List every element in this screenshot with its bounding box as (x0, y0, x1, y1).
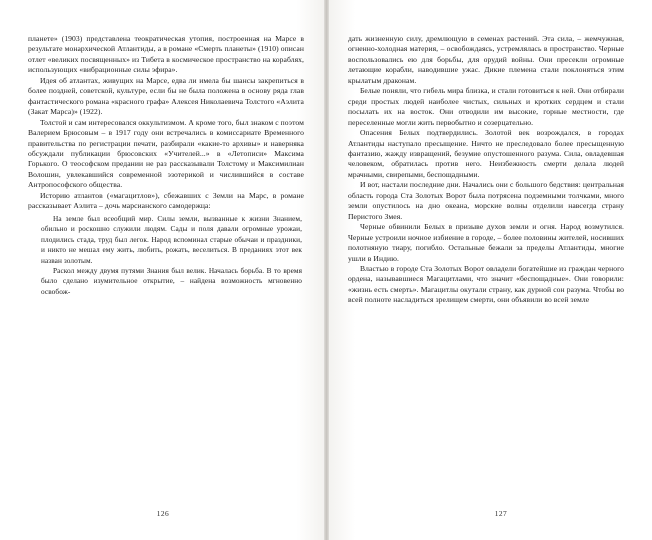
paragraph: Толстой и сам интересовался оккультизмом. А кроме того, был знаком с поэтом Валерием Брюсовым – в 1917 году они встречались в комиссариате Временного правительства по регистрации печати, разбирали «какие-то архивы» и наверняка обсуждали публикации брюсовских «Учителей...» в «Летописи» Максима Горького. О теософском предании не раз рассказывали Толстому и Максимилиан Волошин, увлекавшийся современной эзотерикой и числившийся в составе Антропософского общества. (28, 117, 304, 190)
paragraph: планете» (1903) представлена теократическая утопия, построенная на Марсе в результате монархической Атлантиды, а в романе «Смерть планеты» (1910) описан отлет «великих посвященных» из Тибета в космическое пространство на кораблях, использующих «вибрационные силы эфира». (28, 34, 304, 75)
paragraph: Черные обвинили Белых в призыве духов земли и огня. Народ возмутился. Черные устроили ночное избиение в городе, – более половины жителей, носивших полотняную тиару, погибло. Остальные бежали за пределы Атлантиды, многие ушли в Индию. (348, 222, 624, 263)
paragraph: Историю атлантов («магацитлов»), сбежавших с Земли на Марс, в романе рассказывает Аэлита – дочь марсианского самодержца: (28, 190, 304, 211)
page-left-textblock (28, 34, 304, 489)
page-number-left: 126 (156, 509, 170, 518)
page-right (326, 0, 652, 540)
paragraph: Белые поняли, что гибель мира близка, и стали готовиться к ней. Они отбирали среди простых людей наиболее чистых, сильных и кротких сердцем и стали посылать их на восток. Они отводили им высокие, горные местности, где переселенные могли жить первобытно и созерцательно. (348, 86, 624, 127)
quotation-paragraph: Раскол между двумя путями Знания был велик. Началась борьба. В то время было сделано изумительное открытие, – найдена возможность мгновенно освобож- (41, 265, 302, 296)
page-number-right: 127 (494, 509, 508, 518)
page-right-textblock (348, 34, 624, 489)
paragraph: дать жизненную силу, дремлющую в семенах растений. Эта сила, – жемчужная, огненно-холодная материя, – освобождаясь, устремлялась в пространство. Черные воспользовались ею для борьбы, для орудий войны. Они пресекли огромные летающие корабли, наводившие ужас. Дикие племена стали поклоняться этим крылатым драконам. (348, 34, 624, 85)
paragraph: Опасения Белых подтвердились. Золотой век возрождался, в городах Атлантиды наступало пресыщение. Ничто не преследовало более пресыщенную фантазию, жажду извращений, безумие опустошенного разума. Сила, овладевшая человеком, обратилась против него. Неизбежность смерти делала людей мрачными, свирепыми, беспощадными. (348, 128, 624, 179)
book-gutter (324, 0, 329, 540)
quotation-block (28, 214, 304, 298)
paragraph: Властью в городе Ста Золотых Ворот овладели богатейшие из граждан черного ордена, называвшиеся Магацитлами, что значит «беспощадные». Они говорили: «жизнь есть смерть». Магацитлы окутали страну, как дурной сон разума. Чтобы во всей полноте насладиться зрелищем смерти, они объявили во всей земле (348, 263, 624, 305)
paragraph: Идея об атлантах, живущих на Марсе, едва ли имела бы шансы закрепиться в более поздней, советской, культуре, если бы не была положена в основу ряда глав фантастического романа «красного графа» Алексея Николаевича Толстого «Аэлита (Закат Марса)» (1922). (28, 75, 304, 117)
paragraph: И вот, настали последние дни. Начались они с большого бедствия: центральная область города Ста Золотых Ворот была потрясена подземными толчками, много земли опустилось на дно океана, морские волны отделили навсегда страну Перистого Змея. (348, 180, 624, 221)
quotation-paragraph: На земле был всеобщий мир. Силы земли, вызванные к жизни Знанием, обильно и роскошно служили людям. Сады и поля давали огромные урожаи, плодились стада, труд был легок. Народ вспоминал старые обычаи и праздники, и никто не мешал ему жить, любить, рожать, веселиться. В преданиях этот век назван золотым. (41, 213, 302, 265)
